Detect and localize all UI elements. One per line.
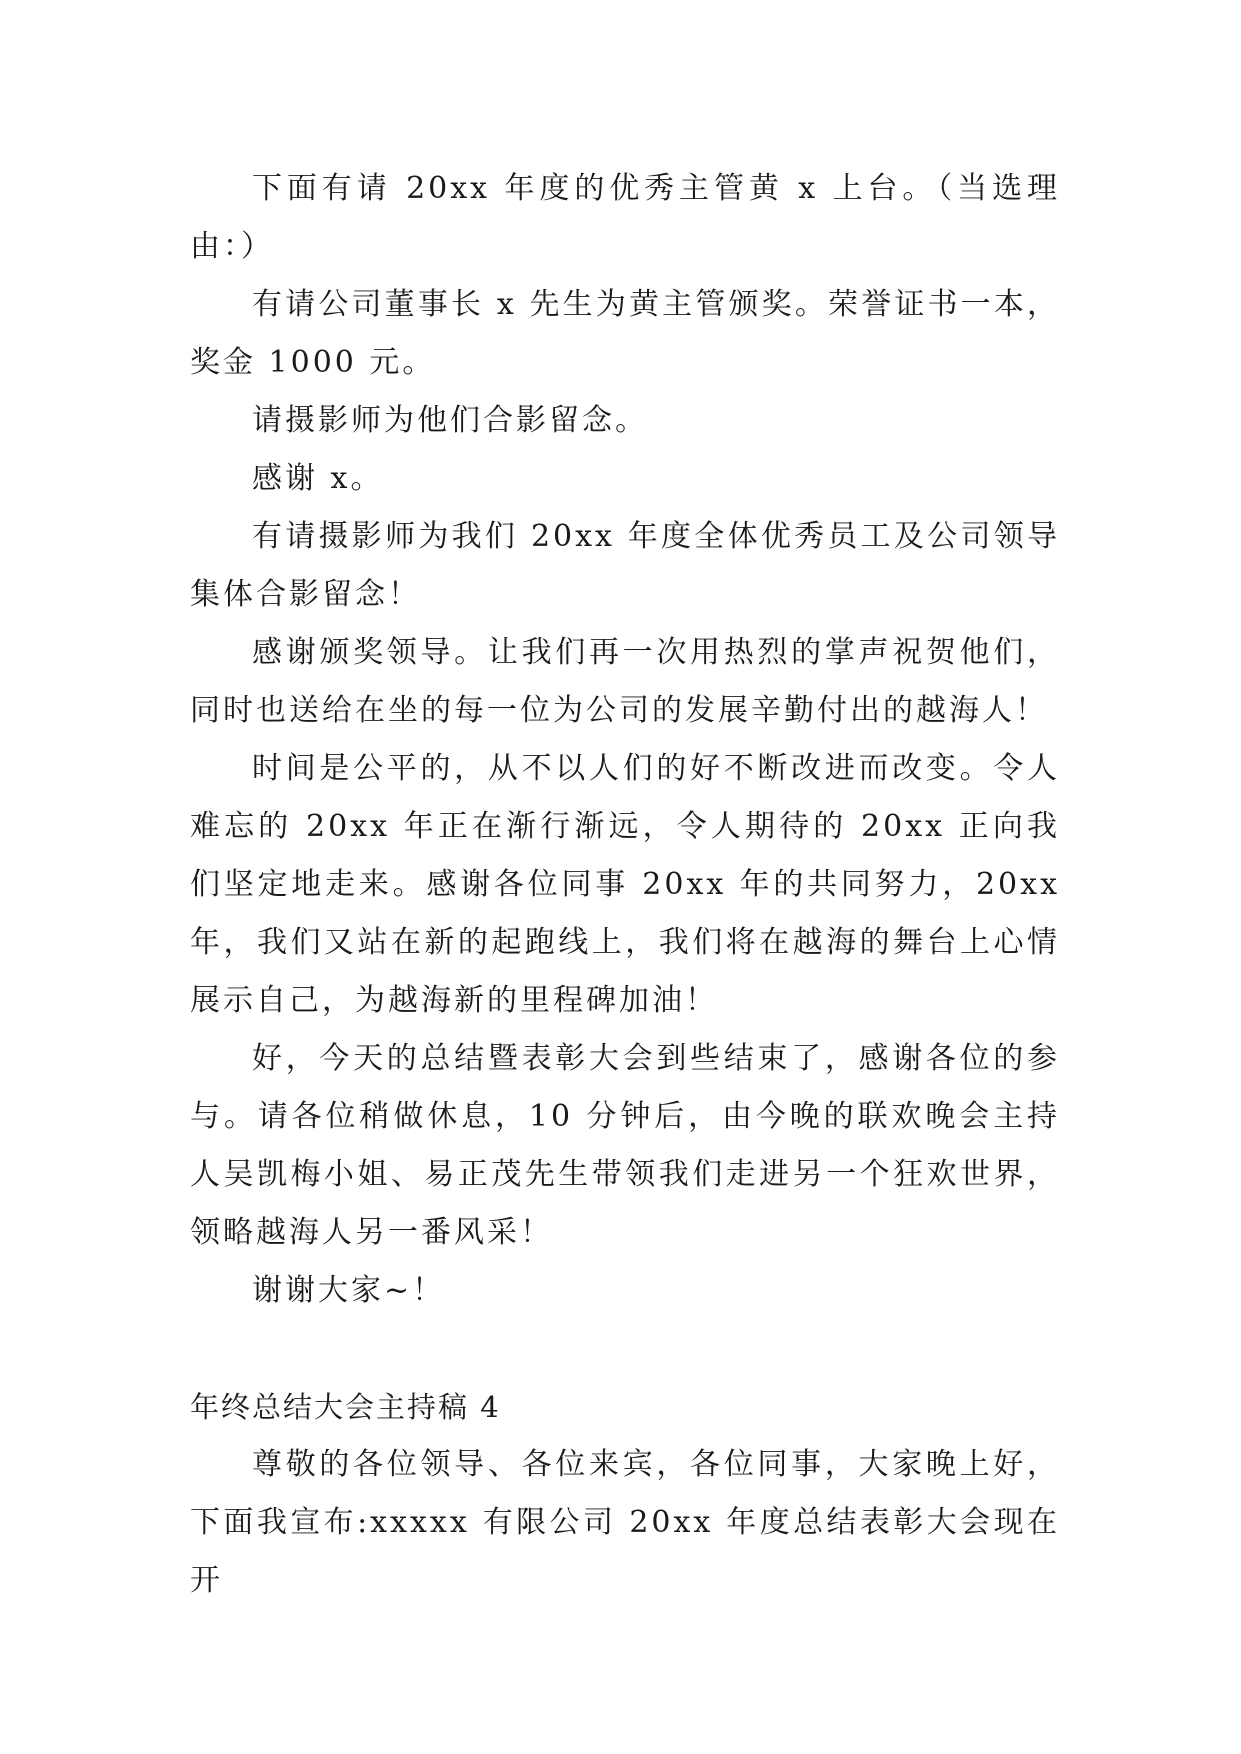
section-gap (190, 1320, 1060, 1378)
paragraph: 请摄影师为他们合影留念。 (252, 403, 648, 438)
paragraph: 有请公司董事长 x 先生为黄主管颁奖。荣誉证书一本，奖金 1000 元。 (190, 287, 1060, 380)
paragraph: 时间是公平的，从不以人们的好不断改进而改变。令人难忘的 20xx 年正在渐行渐远，令人期待的 20xx 正向我们坚定地走来。感谢各位同事 20xx 年的共同努力，20xx 年，我们又站在新的起跑线上，我们将在越海的舞台上心情展示自己，为越海新的里程碑加油！ (190, 751, 1060, 1018)
paragraph: 好，今天的总结暨表彰大会到些结束了，感谢各位的参与。请各位稍做休息，10 分钟后，由今晚的联欢晚会主持人吴凯梅小姐、易正茂先生带领我们走进另一个狂欢世界，领略越海人另一番风采！ (190, 1041, 1060, 1250)
paragraph: 感谢 x。 (252, 461, 384, 496)
document-body (190, 160, 1060, 1610)
paragraph: 感谢颁奖领导。让我们再一次用热烈的掌声祝贺他们，同时也送给在坐的每一位为公司的发展辛勤付出的越海人！ (190, 635, 1060, 728)
paragraph: 谢谢大家~！ (252, 1273, 446, 1308)
paragraph: 有请摄影师为我们 20xx 年度全体优秀员工及公司领导集体合影留念！ (190, 519, 1060, 612)
section-heading: 年终总结大会主持稿 4 (190, 1390, 501, 1424)
paragraph: 下面有请 20xx 年度的优秀主管黄 x 上台。（当选理由：） (190, 171, 1060, 264)
paragraph: 尊敬的各位领导、各位来宾，各位同事，大家晚上好，下面我宣布:xxxxx 有限公司 20xx 年度总结表彰大会现在开 (190, 1447, 1060, 1598)
